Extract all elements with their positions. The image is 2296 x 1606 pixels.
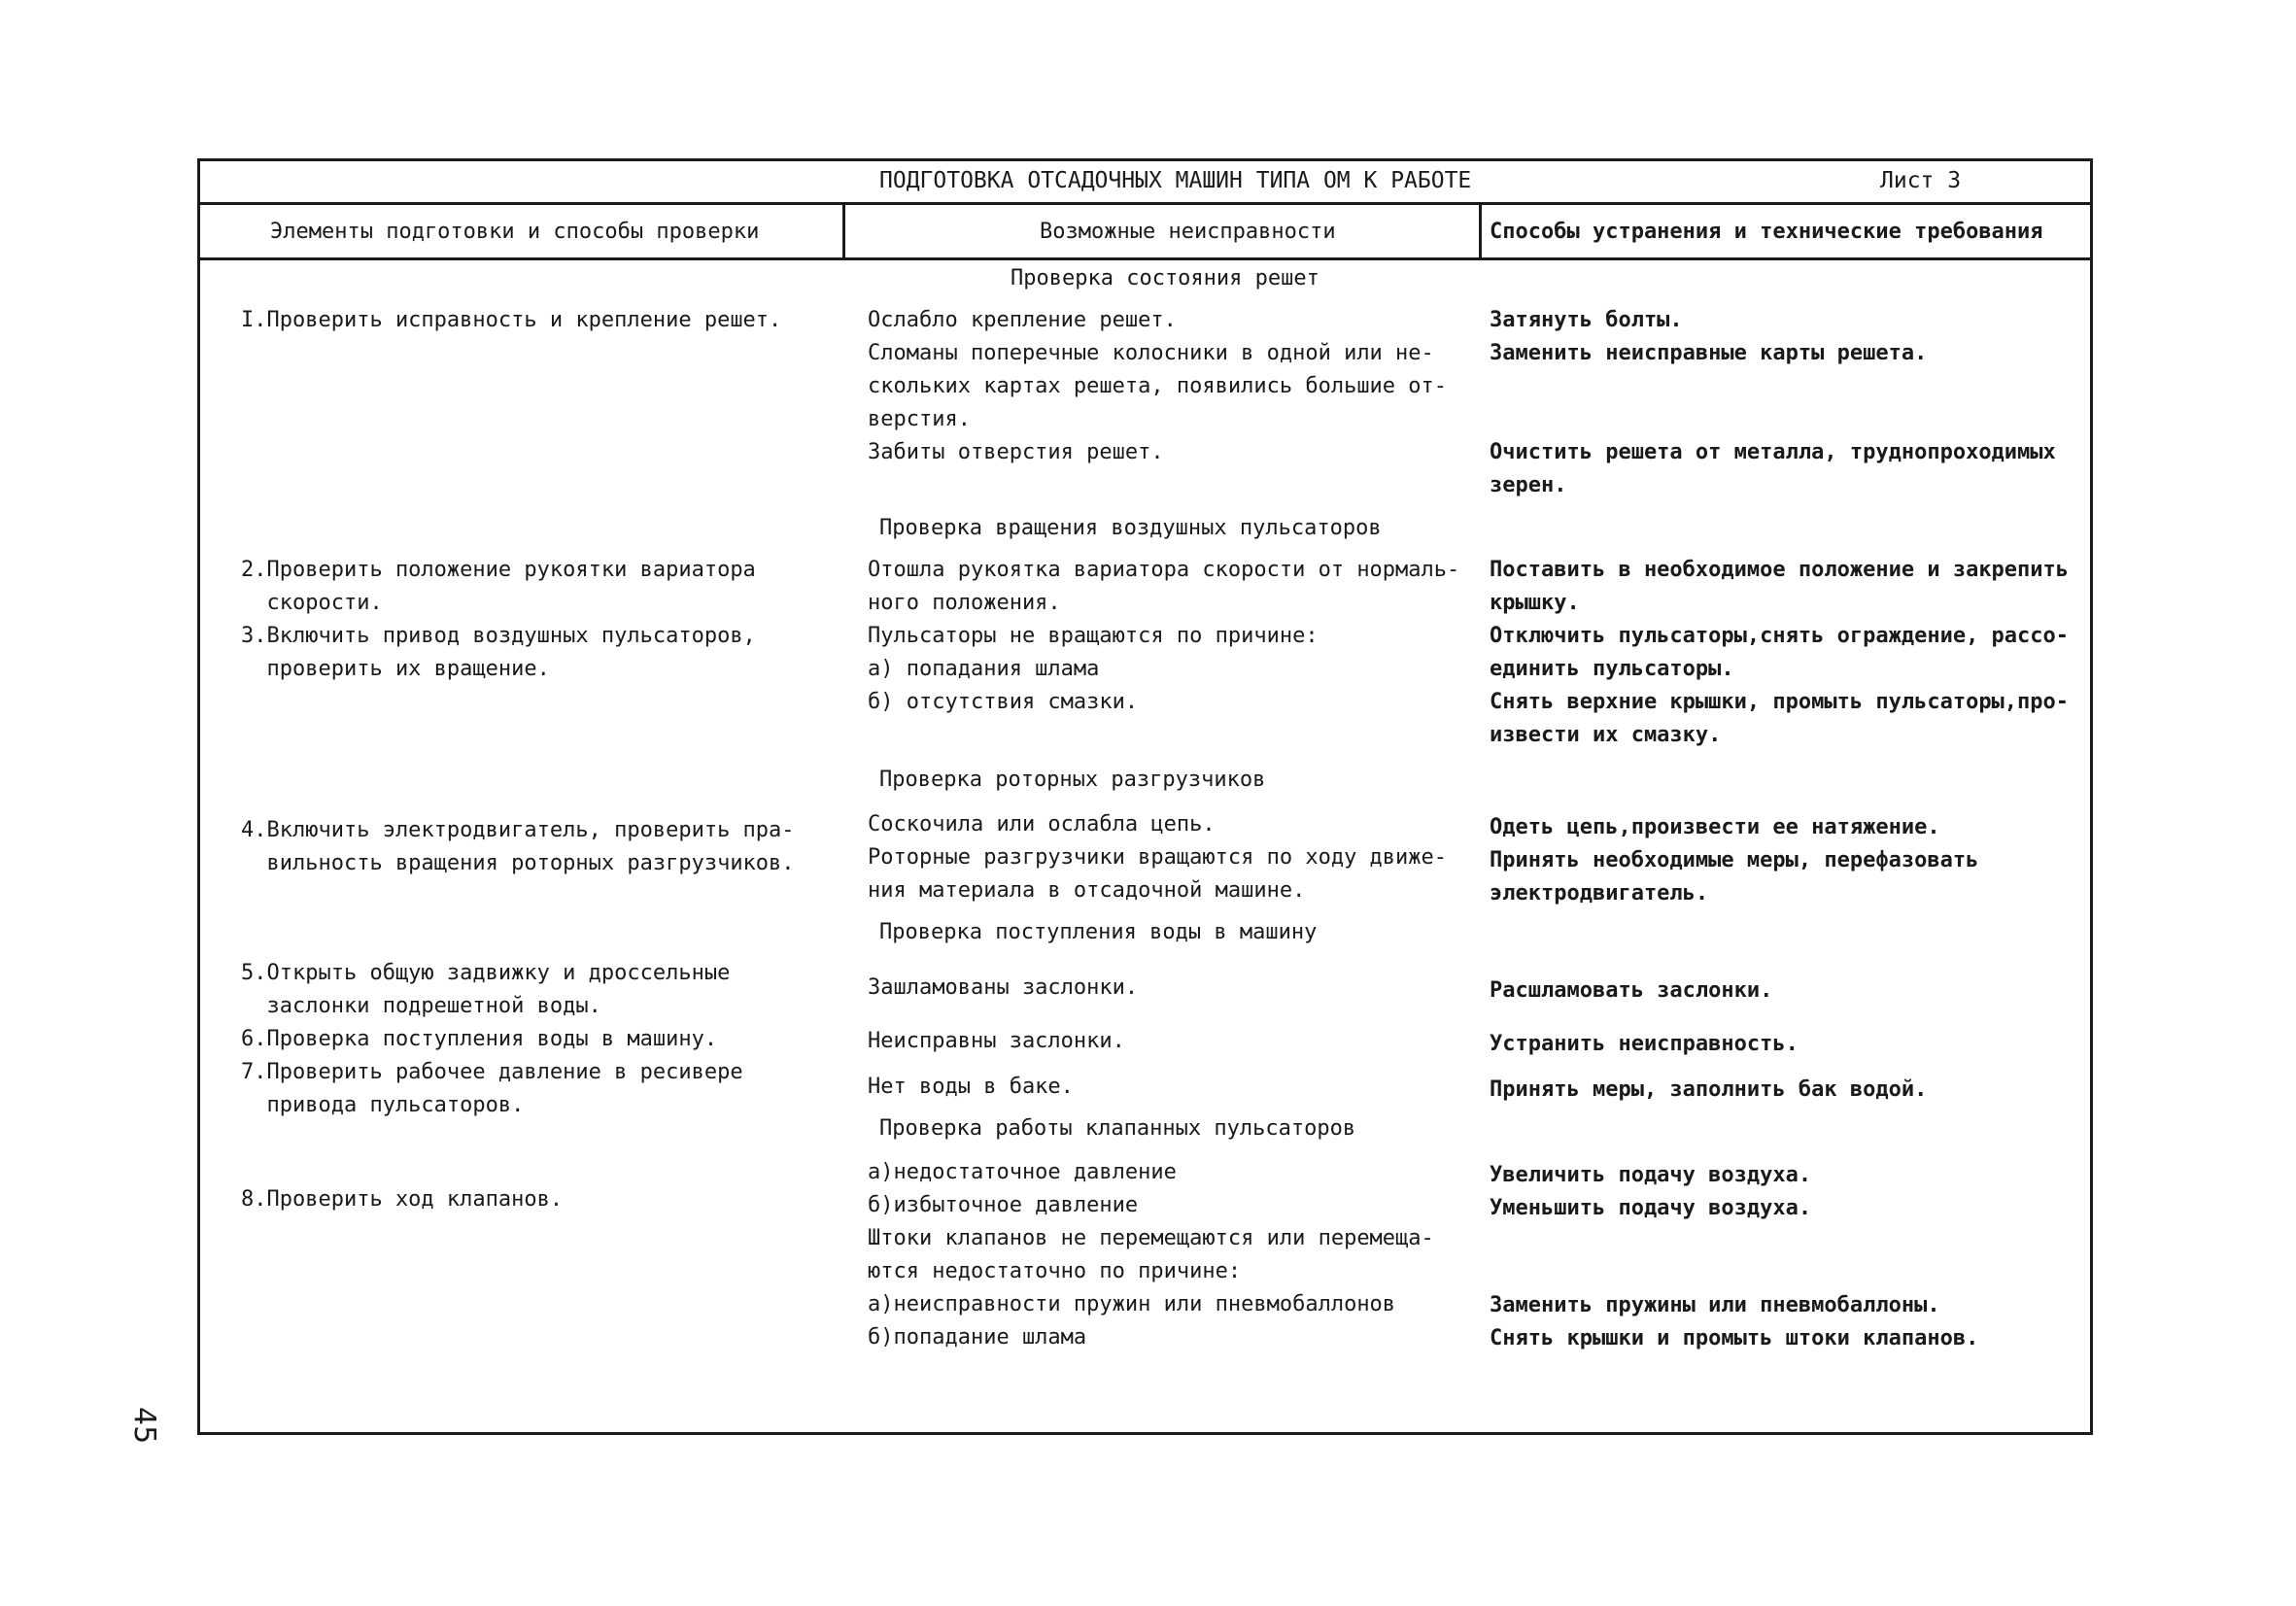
row-4-fault-b: Неисправны заслонки. (868, 1029, 1125, 1053)
document-title: ПОДГОТОВКА ОТСАДОЧНЫХ МАШИН ТИПА ОМ К РАБОТЕ (879, 168, 1472, 193)
column-header-fixes: Способы устранения и технические требования (1490, 220, 2043, 244)
row-3-fixes: Одеть цепь,произвести ее натяжение. Принять необходимые меры, перефазовать электродвигатель. (1490, 815, 1979, 906)
row-2-faults: Отошла рукоятка вариатора скорости от нормаль- ного положения. Пульсаторы не вращаются по причине: а) попадания шлама б) отсутствия смазки. (868, 558, 1460, 714)
row-1-faults: Ослабло крепление решет. Сломаны поперечные колосники в одной или не- скольких картах решета, появились большие от- верстия. Забиты отверстия решет. (868, 308, 1448, 464)
column-divider-2 (1479, 202, 1482, 260)
section-title-air-pulsators: Проверка вращения воздушных пульсаторов (879, 516, 1382, 540)
row-4-fault-c: Нет воды в баке. (868, 1075, 1074, 1099)
row-5-fixes-valves: Заменить пружины или пневмобаллоны. Снять крышки и промыть штоки клапанов. (1490, 1293, 1979, 1350)
row-2-check: 2.Проверить положение рукоятки вариатора скорости. 3.Включить привод воздушных пульсаторов, проверить их вращение. (241, 558, 756, 681)
row-5-check: 8.Проверить ход клапанов. (241, 1187, 564, 1212)
column-header-checks: Элементы подготовки и способы проверки (270, 220, 760, 244)
section-title-rotary-unloaders: Проверка роторных разгрузчиков (879, 768, 1266, 792)
header-divider (197, 202, 2093, 205)
row-4-check: 5.Открыть общую задвижку и дроссельные заслонки подрешетной воды. 6.Проверка поступления воды в машину. 7.Проверить рабочее давление в ресивере привода пульсаторов. (241, 961, 743, 1117)
column-header-divider (197, 257, 2093, 260)
row-3-faults: Соскочила или ослабла цепь. Роторные разгрузчики вращаются по ходу движе- ния материала в отсадочной машине. (868, 812, 1448, 903)
row-1-check: I.Проверить исправность и крепление решет. (241, 308, 782, 332)
row-4-fix-b: Устранить неисправность. (1490, 1032, 1799, 1056)
sheet-label: Лист 3 (1880, 168, 1962, 193)
row-5-fixes-pressure: Увеличить подачу воздуха. Уменьшить подачу воздуха. (1490, 1163, 1812, 1220)
row-4-fix-c: Принять меры, заполнить бак водой. (1490, 1077, 1928, 1102)
row-4-fault-a: Зашламованы заслонки. (868, 975, 1139, 1000)
section-title-water-supply: Проверка поступления воды в машину (879, 920, 1318, 944)
section-title-valve-pulsators: Проверка работы клапанных пульсаторов (879, 1116, 1356, 1141)
row-3-check: 4.Включить электродвигатель, проверить пра- вильность вращения роторных разгрузчиков. (241, 818, 795, 875)
row-4-fix-a: Расшламовать заслонки. (1490, 978, 1773, 1003)
column-header-faults: Возможные неисправности (1040, 220, 1336, 244)
page-number: 45 (127, 1407, 161, 1445)
row-1-fixes: Затянуть болты. Заменить неисправные карты решета. Очистить решета от металла, труднопроходимых зерен. (1490, 308, 2056, 497)
column-divider-1 (842, 202, 845, 260)
section-title-screens: Проверка состояния решет (1011, 266, 1319, 290)
row-2-fixes: Поставить в необходимое положение и закрепить крышку. Отключить пульсаторы,снять ограждение, рассо- единить пульсаторы. Снять верхние крышки, промыть пульсаторы,про- извести их смазку. (1490, 558, 2070, 747)
row-5-faults: а)недостаточное давление б)избыточное давление Штоки клапанов не перемещаются или перемеща- ются недостаточно по причине: а)неисправности пружин или пневмобаллонов б)попадание шлама (868, 1160, 1434, 1350)
